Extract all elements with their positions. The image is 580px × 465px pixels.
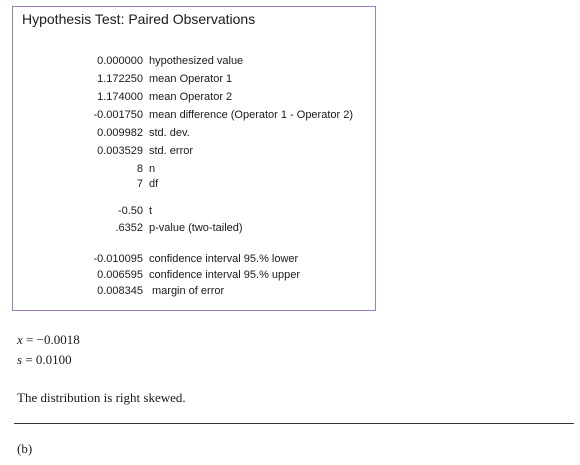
stat-label: mean Operator 1	[149, 73, 233, 85]
stat-label: confidence interval 95.% lower	[149, 253, 299, 265]
stat-value: -0.001750	[93, 109, 143, 121]
sample-mean-symbol: x	[17, 332, 23, 347]
stat-row-t	[13, 205, 373, 221]
distribution-statement: The distribution is right skewed.	[17, 390, 186, 405]
section-divider	[14, 423, 574, 424]
sample-std-dev-value: = 0.0100	[25, 352, 72, 367]
stat-value: 0.008345	[97, 285, 143, 297]
stat-row-mean-operator-2	[13, 91, 373, 107]
stat-label: p-value (two-tailed)	[149, 222, 243, 234]
stat-row-hypothesized-value	[13, 55, 373, 71]
stat-value: 0.003529	[97, 145, 143, 157]
stat-value: 0.009982	[97, 127, 143, 139]
stat-value: -0.010095	[93, 253, 143, 265]
stat-row-std-dev	[13, 127, 373, 143]
stat-label: confidence interval 95.% upper	[149, 269, 301, 281]
stat-value: 0.000000	[97, 55, 143, 67]
panel-title: Hypothesis Test: Paired Observations	[22, 11, 256, 27]
stat-row-n	[13, 163, 373, 179]
part-label: (b)	[17, 441, 33, 456]
stat-row-ci-lower	[13, 253, 373, 269]
stat-value: 8	[136, 163, 143, 175]
hypothesis-test-panel	[12, 6, 376, 311]
sample-std-dev-symbol: s	[17, 352, 23, 367]
stat-value: .6352	[115, 222, 143, 234]
stat-label: mean difference (Operator 1 - Operator 2)	[149, 109, 354, 121]
stat-label: std. error	[149, 145, 194, 157]
stat-label: std. dev.	[149, 127, 190, 139]
stat-row-ci-upper	[13, 269, 373, 285]
sample-std-dev-result	[17, 352, 72, 368]
stat-label: n	[149, 163, 156, 175]
stat-value: 0.006595	[97, 269, 143, 281]
stat-value: 1.172250	[97, 73, 143, 85]
stat-row-margin-of-error	[13, 285, 373, 301]
stat-value: 1.174000	[97, 91, 143, 103]
stat-row-mean-operator-1	[13, 73, 373, 89]
stat-row-p-value	[13, 222, 373, 238]
stat-row-mean-difference	[13, 109, 373, 125]
sample-mean-result	[17, 332, 80, 348]
stat-value: -0.50	[117, 205, 143, 217]
stat-label: margin of error	[152, 285, 225, 297]
stat-row-std-error	[13, 145, 373, 161]
sample-mean-value: = −0.0018	[26, 332, 80, 347]
stat-value: 7	[136, 178, 143, 190]
stat-row-df	[13, 178, 373, 194]
stat-label: t	[149, 205, 153, 217]
stat-label: hypothesized value	[149, 55, 244, 67]
stat-label: df	[149, 178, 159, 190]
stat-label: mean Operator 2	[149, 91, 233, 103]
